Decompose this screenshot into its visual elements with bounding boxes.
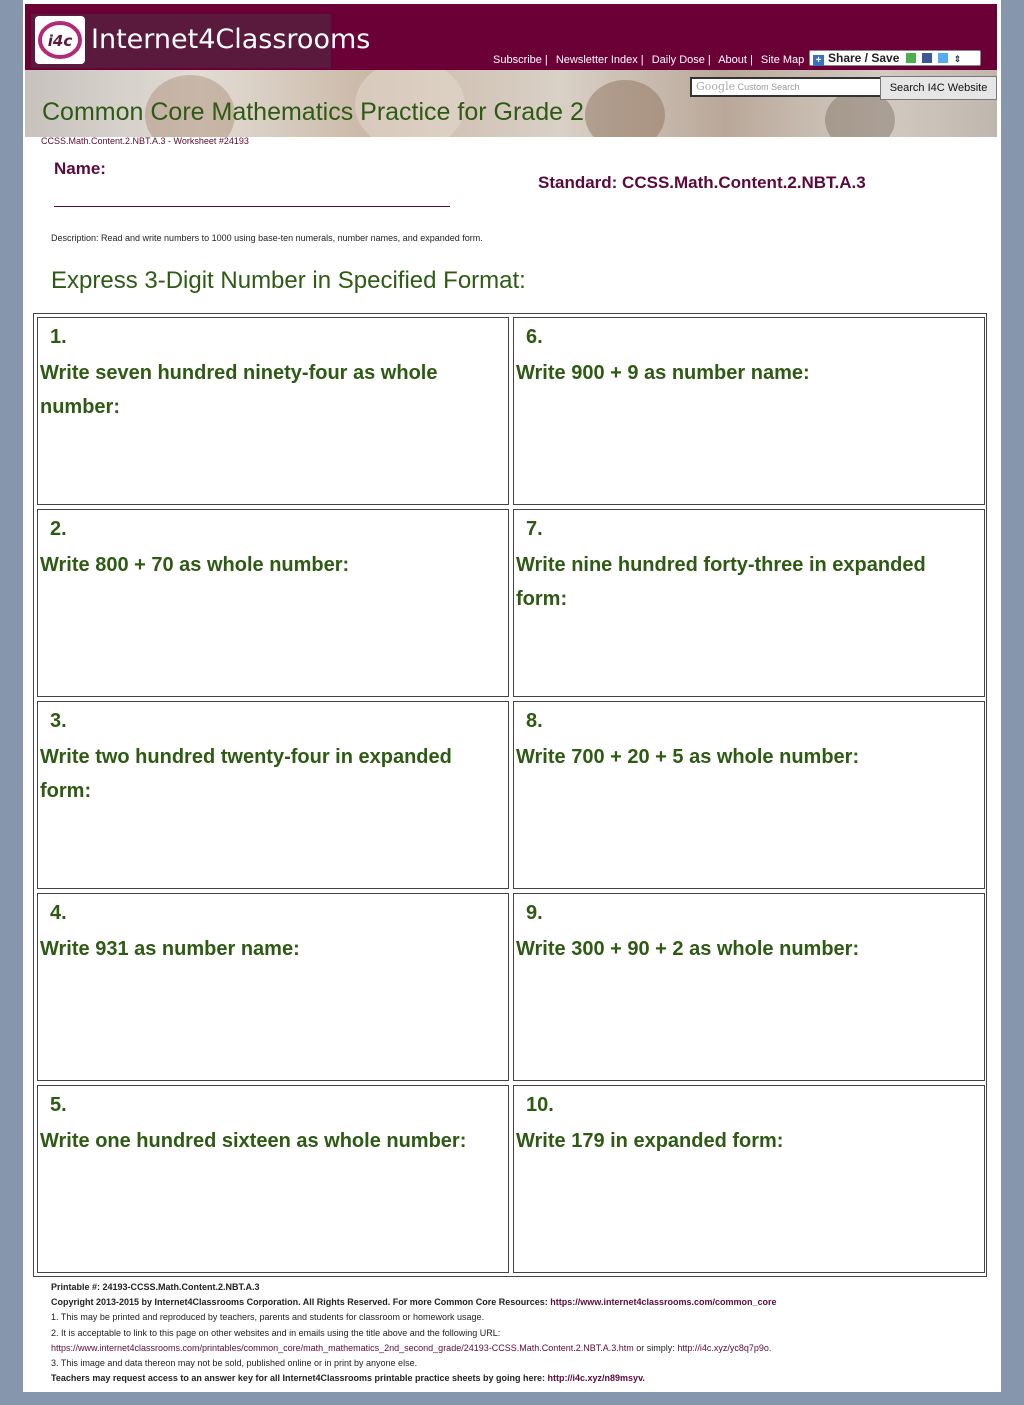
worksheet-footer: [51, 1280, 777, 1386]
twitter-icon: [938, 53, 948, 63]
question-number: 9.: [526, 902, 543, 924]
i4c-logo-icon: [35, 16, 85, 64]
question-cell-4: [37, 893, 509, 1081]
share-plus-icon: +: [813, 55, 824, 66]
answer-key-link[interactable]: http://i4c.xyz/n89msyv.: [547, 1373, 645, 1384]
search-input[interactable]: [690, 77, 882, 97]
question-cell-7: [513, 509, 985, 697]
question-text: Write two hundred twenty-four in expanded form:: [40, 746, 452, 802]
question-number: 7.: [526, 518, 543, 540]
question-text: Write 179 in expanded form:: [516, 1130, 784, 1152]
short-url-link[interactable]: http://i4c.xyz/yc8q7p9o.: [677, 1342, 772, 1353]
footer-note-3: 3. This image and data thereon may not be sold, published online or in print by anyone else.: [51, 1358, 418, 1369]
share-dropdown-icon: ⇕: [953, 54, 962, 64]
question-text: Write 800 + 70 as whole number:: [40, 554, 350, 576]
search-placeholder: Custom Search: [737, 82, 800, 92]
page-title: Common Core Mathematics Practice for Grade 2: [42, 98, 584, 126]
worksheet-page: [23, 0, 1001, 1392]
question-cell-9: [513, 893, 985, 1081]
nav-daily-dose[interactable]: Daily Dose: [651, 54, 705, 66]
site-header: [25, 4, 997, 137]
question-cell-8: [513, 701, 985, 889]
answer-key-line: [51, 1371, 777, 1386]
footer-note-2: 2. It is acceptable to link to this page on other websites and in emails using the title above and the following URL:: [51, 1327, 501, 1338]
nav-newsletter-index[interactable]: Newsletter Index: [555, 54, 638, 66]
common-core-link[interactable]: https://www.internet4classrooms.com/common_core: [550, 1297, 777, 1308]
search-button[interactable]: Search I4C Website: [880, 76, 997, 100]
copyright-line: [51, 1295, 777, 1310]
question-cell-5: [37, 1085, 509, 1273]
question-cell-2: [37, 509, 509, 697]
logo-mark-text: i4c: [47, 32, 73, 50]
nav-subscribe[interactable]: Subscribe: [493, 54, 542, 66]
nav-site-map[interactable]: Site Map: [760, 54, 805, 66]
share-label: Share / Save: [828, 51, 900, 65]
google-logo: Google: [696, 80, 736, 93]
question-text: Write 300 + 90 + 2 as whole number:: [516, 938, 860, 960]
copyright-text: Copyright 2013-2015 by Internet4Classrooms Corporation. All Rights Reserved. For more Common Core Resources:: [51, 1297, 551, 1308]
footer-note-1: 1. This may be printed and reproduced by teachers, parents and students for classroom or homework usage.: [51, 1312, 485, 1323]
facebook-icon: [922, 53, 932, 63]
question-number: 8.: [526, 710, 543, 732]
question-text: Write nine hundred forty-three in expanded form:: [516, 554, 926, 610]
question-cell-6: [513, 317, 985, 505]
footer-url-line: [51, 1341, 777, 1356]
site-logo[interactable]: [31, 14, 371, 68]
question-number: 10.: [526, 1094, 554, 1116]
nav-about[interactable]: About: [718, 54, 747, 66]
question-text: Write seven hundred ninety-four as whole number:: [40, 362, 438, 418]
question-grid: [33, 313, 987, 1277]
share-save-button[interactable]: [809, 50, 981, 66]
printable-number: Printable #: 24193-CCSS.Math.Content.2.NBT.A.3: [51, 1282, 260, 1292]
question-cell-3: [37, 701, 509, 889]
question-number: 2.: [50, 518, 67, 540]
question-number: 6.: [526, 326, 543, 348]
question-text: Write 931 as number name:: [40, 938, 300, 960]
question-text: Write 900 + 9 as number name:: [516, 362, 810, 384]
standard-label: Standard: CCSS.Math.Content.2.NBT.A.3: [538, 173, 866, 192]
question-number: 4.: [50, 902, 67, 924]
share-email-icon: [906, 53, 916, 63]
question-cell-10: [513, 1085, 985, 1273]
question-cell-1: [37, 317, 509, 505]
name-blank-line: [54, 206, 450, 207]
name-label: Name:: [54, 159, 106, 178]
question-number: 1.: [50, 326, 67, 348]
breadcrumb[interactable]: CCSS.Math.Content.2.NBT.A.3 - Worksheet #24193: [41, 136, 249, 146]
question-text: Write 700 + 20 + 5 as whole number:: [516, 746, 860, 768]
top-nav: Subscribe | Newsletter Index | Daily Dose | About | Site Map: [493, 54, 805, 66]
worksheet-url-link[interactable]: https://www.internet4classrooms.com/printables/common_core/math_mathematics_2nd_second_grade/24193-CCSS.Math.Content.2.NBT.A.3.htm: [51, 1342, 634, 1353]
question-text: Write one hundred sixteen as whole number:: [40, 1130, 467, 1152]
worksheet-description: Description: Read and write numbers to 1000 using base-ten numerals, number names, and expanded form.: [51, 233, 483, 243]
question-number: 5.: [50, 1094, 67, 1116]
answer-key-text: Teachers may request access to an answer key for all Internet4Classrooms printable practice sheets by going here:: [51, 1373, 548, 1384]
question-number: 3.: [50, 710, 67, 732]
url-or-text: or simply:: [633, 1342, 678, 1353]
section-title: Express 3-Digit Number in Specified Format:: [51, 267, 526, 294]
logo-text: Internet4Classrooms: [91, 24, 371, 55]
